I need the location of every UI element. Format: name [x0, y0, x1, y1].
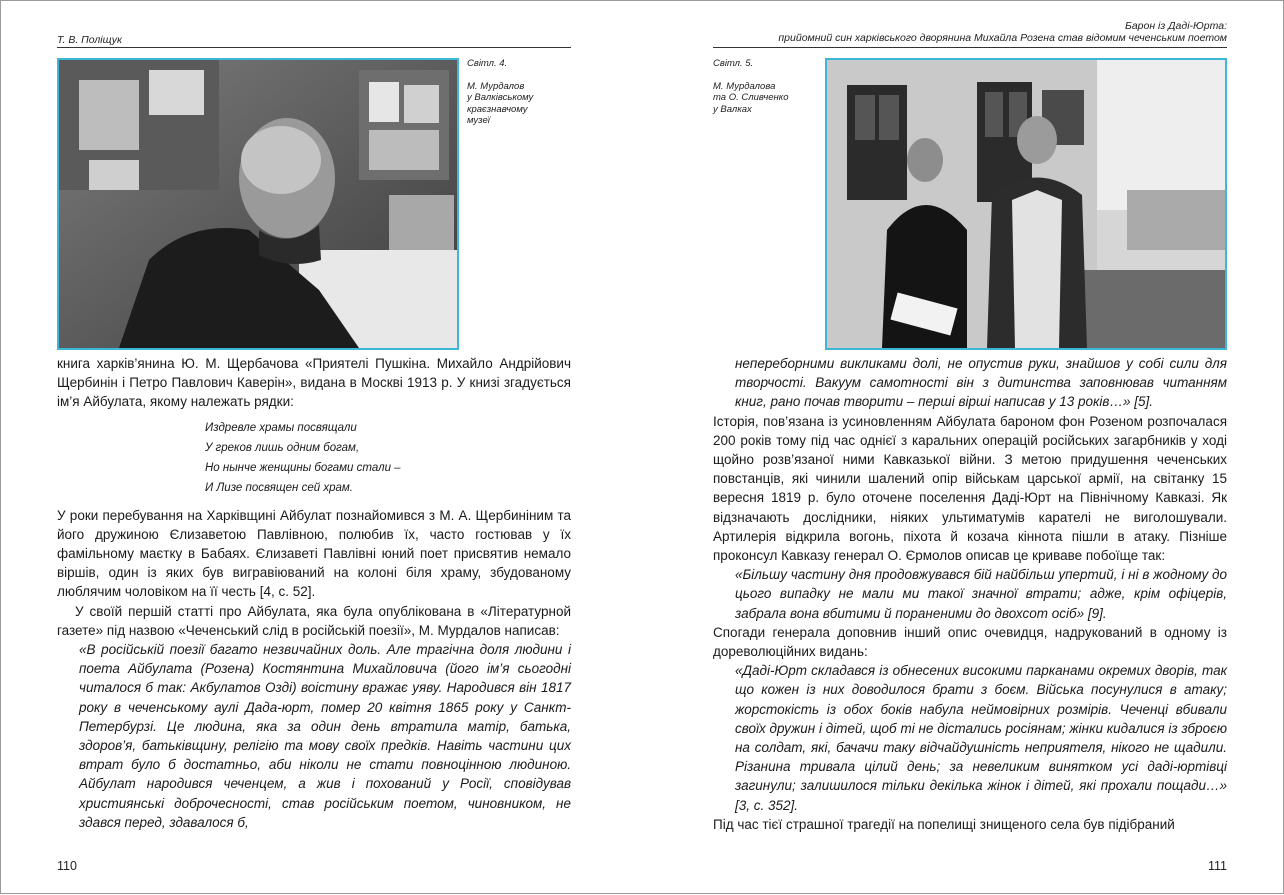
body-paragraph: У роки перебування на Харківщині Айбулат познайомився з М. А. Щербиніним та його дружиною Єлизаветою Павлівною, полюбив їх, часто гостював у їх фамільному маєтку в Бабаях. Єлизаветі Павлівні юний поет присвятив немало віршів, один із яких був вигравіюваний на колоні біля храму, збудованому люблячим чоловіком на її честь [4, с. 52].	[57, 507, 571, 600]
running-head-line: прийомний син харківського дворянина Михайла Розена став відомим чеченським поетом	[778, 32, 1227, 44]
header-rule	[713, 47, 1227, 48]
valky-photo-image	[827, 60, 1225, 348]
right-page	[643, 1, 1284, 895]
caption-line: у Валках	[713, 103, 752, 115]
photo-murdalova-slyvchenko	[825, 58, 1227, 350]
block-quote: непереборними викликами долі, не опустив руки, знайшов у собі сили для творчості. Вакуум самотності він з дитинства заповнював читанням книг, рано почав творити – перші вірші написав у 13 років…» [5].	[735, 356, 1227, 410]
photo-number: Світл. 5.	[713, 58, 754, 69]
right-body-text	[713, 354, 1227, 834]
poem-line: Но нынче женщины богами стали –	[205, 461, 401, 474]
poem-line: И Лизе посвящен сей храм.	[205, 481, 353, 494]
caption-line: краєзнавчому	[467, 103, 528, 115]
photo-murdalov-museum	[57, 58, 459, 350]
body-paragraph: У своїй першій статті про Айбулата, яка була опублікована в «Літературной газете» під назвою «Чеченський слід в російській поезії», М. Мурдалов написав:	[57, 603, 571, 638]
left-page	[1, 1, 643, 895]
photo-number: Світл. 4.	[467, 58, 508, 69]
page-number: 110	[57, 859, 77, 873]
poem-line: Издревле храмы посвящали	[205, 421, 357, 434]
page-number: 111	[1207, 859, 1227, 873]
header-rule	[57, 47, 571, 48]
museum-photo-image	[59, 60, 457, 348]
photo-caption-5	[713, 58, 823, 115]
poem-line: У греков лишь одним богам,	[205, 441, 360, 454]
running-head-title	[778, 20, 1227, 44]
caption-line: музеї	[467, 115, 490, 126]
running-head-author: Т. В. Поліщук	[57, 34, 122, 46]
body-paragraph: Історія, пов’язана із усиновленням Айбулата бароном фон Розеном розпочалася 200 років тому під час однієї з каральних операцій російських загарбників у ході щойно розв’язаної ними Кавказької війни. З метою придушення чеченських повстанців, які чинили шалений опір військам царської армії, на світанку 15 вересня 1819 р. було оточене поселення Даді-Юрт на Північному Кавказі. Як відзначають дослідники, ніяких ультиматумів карателі не виголошували. Артилерія відкрила вогонь, піхота й козача кіннота пішли в атаку. Пізніше проконсул Кавказу генерал О. Єрмолов описав це криваве побоїще так:	[713, 413, 1227, 564]
block-quote: «В російській поезії багато незвичайних доль. Але трагічна доля людини і поета Айбулата (Розена) Костянтина Михайловича (його ім’я сьогодні читалося б так: Акбулатов Озді) воістину вражає уяву. Народився він 1817 року в чеченському аулі Дада-юрт, помер 20 квітня 1865 року у Санкт-Петербурзі. Це людина, яка за один день втратила матір, батька, здоров’я, батьківщину, релігію та мову своїх предків. Навіть частини цих втрат було б достатньо, аби ніколи не стати повноцінною людиною. Айбулат народився чеченцем, а жив і похований у Росії, сповідував християнські доброчесності, став російським поетом, чиновником, не здався перед, здавалося б,	[79, 642, 571, 830]
caption-line: М. Мурдалова	[713, 80, 776, 92]
photo-caption-4	[467, 58, 577, 127]
body-paragraph: Спогади генерала доповнив інший опис очевидця, надрукований в одному із дореволюційних видань:	[713, 624, 1227, 660]
body-paragraph: книга харків’янина Ю. М. Щербачова «Приятелі Пушкіна. Михайло Андрійович Щербинін і Петро Павлович Каверін», видана в Москві 1913 р. У книзі згадується ім’я Айбулата, якому належать рядки:	[57, 356, 571, 410]
running-head-line: Барон із Даді-Юрта:	[1124, 20, 1227, 32]
caption-line: та О. Сливченко	[713, 92, 789, 103]
block-quote: «Більшу частину дня продовжувався бій найбільш упертий, і ні в жодному до цього випадку не мали ми такої значної втрати; адже, крім офіцерів, забрала вона вбитими й пораненими до двохсот осіб» [9].	[735, 567, 1227, 621]
poem-block	[57, 418, 571, 498]
body-paragraph: Під час тієї страшної трагедії на попелищі знищеного села був підібраний	[713, 816, 1175, 832]
left-body-text	[57, 354, 571, 832]
caption-line: М. Мурдалов	[467, 80, 525, 92]
block-quote: «Даді-Юрт складався із обнесених високими парканами окремих дворів, так що кожен із них доводилося брати з боєм. Війська посунулися в атаку; жорстокість із обох боків набула неймовірних розмірів. Чеченці вбивали своїх дружин і дітей, щоб ті не дістались росіянам; жінки кидалися із зброєю на солдат, які, бачачи таку відчайдушність неприятеля, нікого не щадили. Різанина тривала цілий день; за невеликим винятком усі даді-юртівці загинули; залишилося тільки декілька жінок і дітей, які прохали пощади…» [3, с. 352].	[735, 663, 1227, 813]
caption-line: у Валківському	[467, 92, 534, 103]
